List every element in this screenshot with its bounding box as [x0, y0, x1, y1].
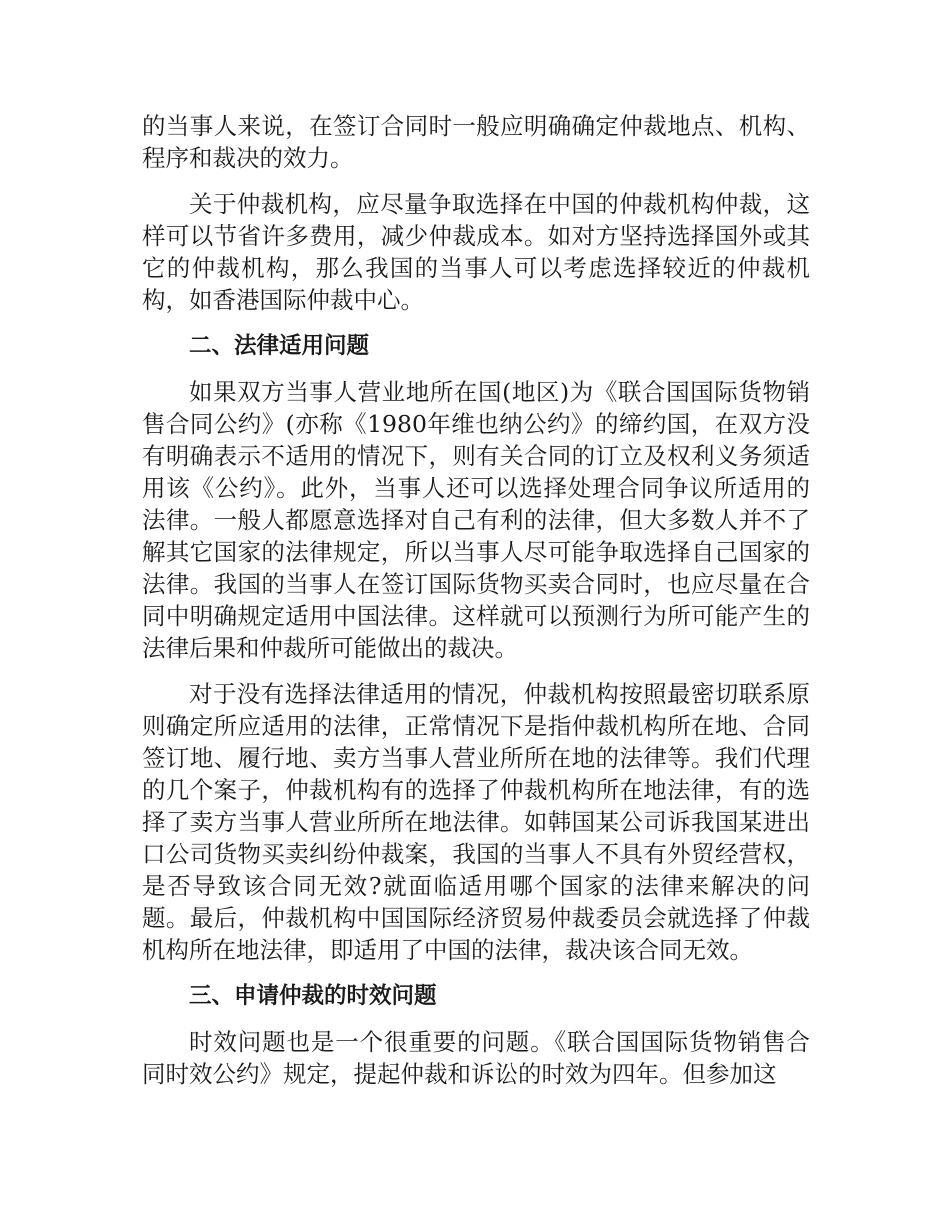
- heading-applicable-law: 二、法律适用问题: [189, 333, 370, 359]
- document-page: [142, 110, 810, 1104]
- paragraph-cisg-convention: 如果双方当事人营业地所在国(地区)为《联合国国际货物销售合同公约》(亦称《1980年维也纳公约》的缔约国，在双方没有明确表示不适用的情况下，则有关合同的订立及权利义务须适用该《公约》。此外，当事人还可以选择处理合同争议所适用的法律。一般人都愿意选择对自己有利的法律，但大多数人并不了解其它国家的法律规定，所以当事人尽可能争取选择自己国家的法律。我国的当事人在签订国际货物买卖合同时，也应尽量在合同中明确规定适用中国法律。这样就可以预测行为所可能产生的法律后果和仲裁所可能做出的裁决。: [142, 378, 810, 662]
- paragraph-continuation: 的当事人来说，在签订合同时一般应明确确定仲裁地点、机构、程序和裁决的效力。: [142, 112, 810, 172]
- heading-limitation-period: 三、申请仲裁的时效问题: [189, 983, 437, 1009]
- paragraph-limitation-convention: 时效问题也是一个很重要的问题。《联合国国际货物销售合同时效公约》规定，提起仲裁和诉讼的时效为四年。但参加这: [142, 1028, 810, 1088]
- paragraph-arbitration-institution: 关于仲裁机构，应尽量争取选择在中国的仲裁机构仲裁，这样可以节省许多费用，减少仲裁成本。如对方坚持选择国外或其它的仲裁机构，那么我国的当事人可以考虑选择较近的仲裁机构，如香港国际仲裁中心。: [142, 190, 810, 314]
- paragraph-closest-connection: 对于没有选择法律适用的情况，仲裁机构按照最密切联系原则确定所应适用的法律，正常情况下是指仲裁机构所在地、合同签订地、履行地、卖方当事人营业所所在地的法律等。我们代理的几个案子，仲裁机构有的选择了仲裁机构所在地法律，有的选择了卖方当事人营业所所在地法律。如韩国某公司诉我国某进出口公司货物买卖纠纷仲裁案，我国的当事人不具有外贸经营权，是否导致该合同无效?就面临适用哪个国家的法律来解决的问题。最后，仲裁机构中国国际经济贸易仲裁委员会就选择了仲裁机构所在地法律，即适用了中国的法律，裁决该合同无效。: [142, 680, 810, 964]
